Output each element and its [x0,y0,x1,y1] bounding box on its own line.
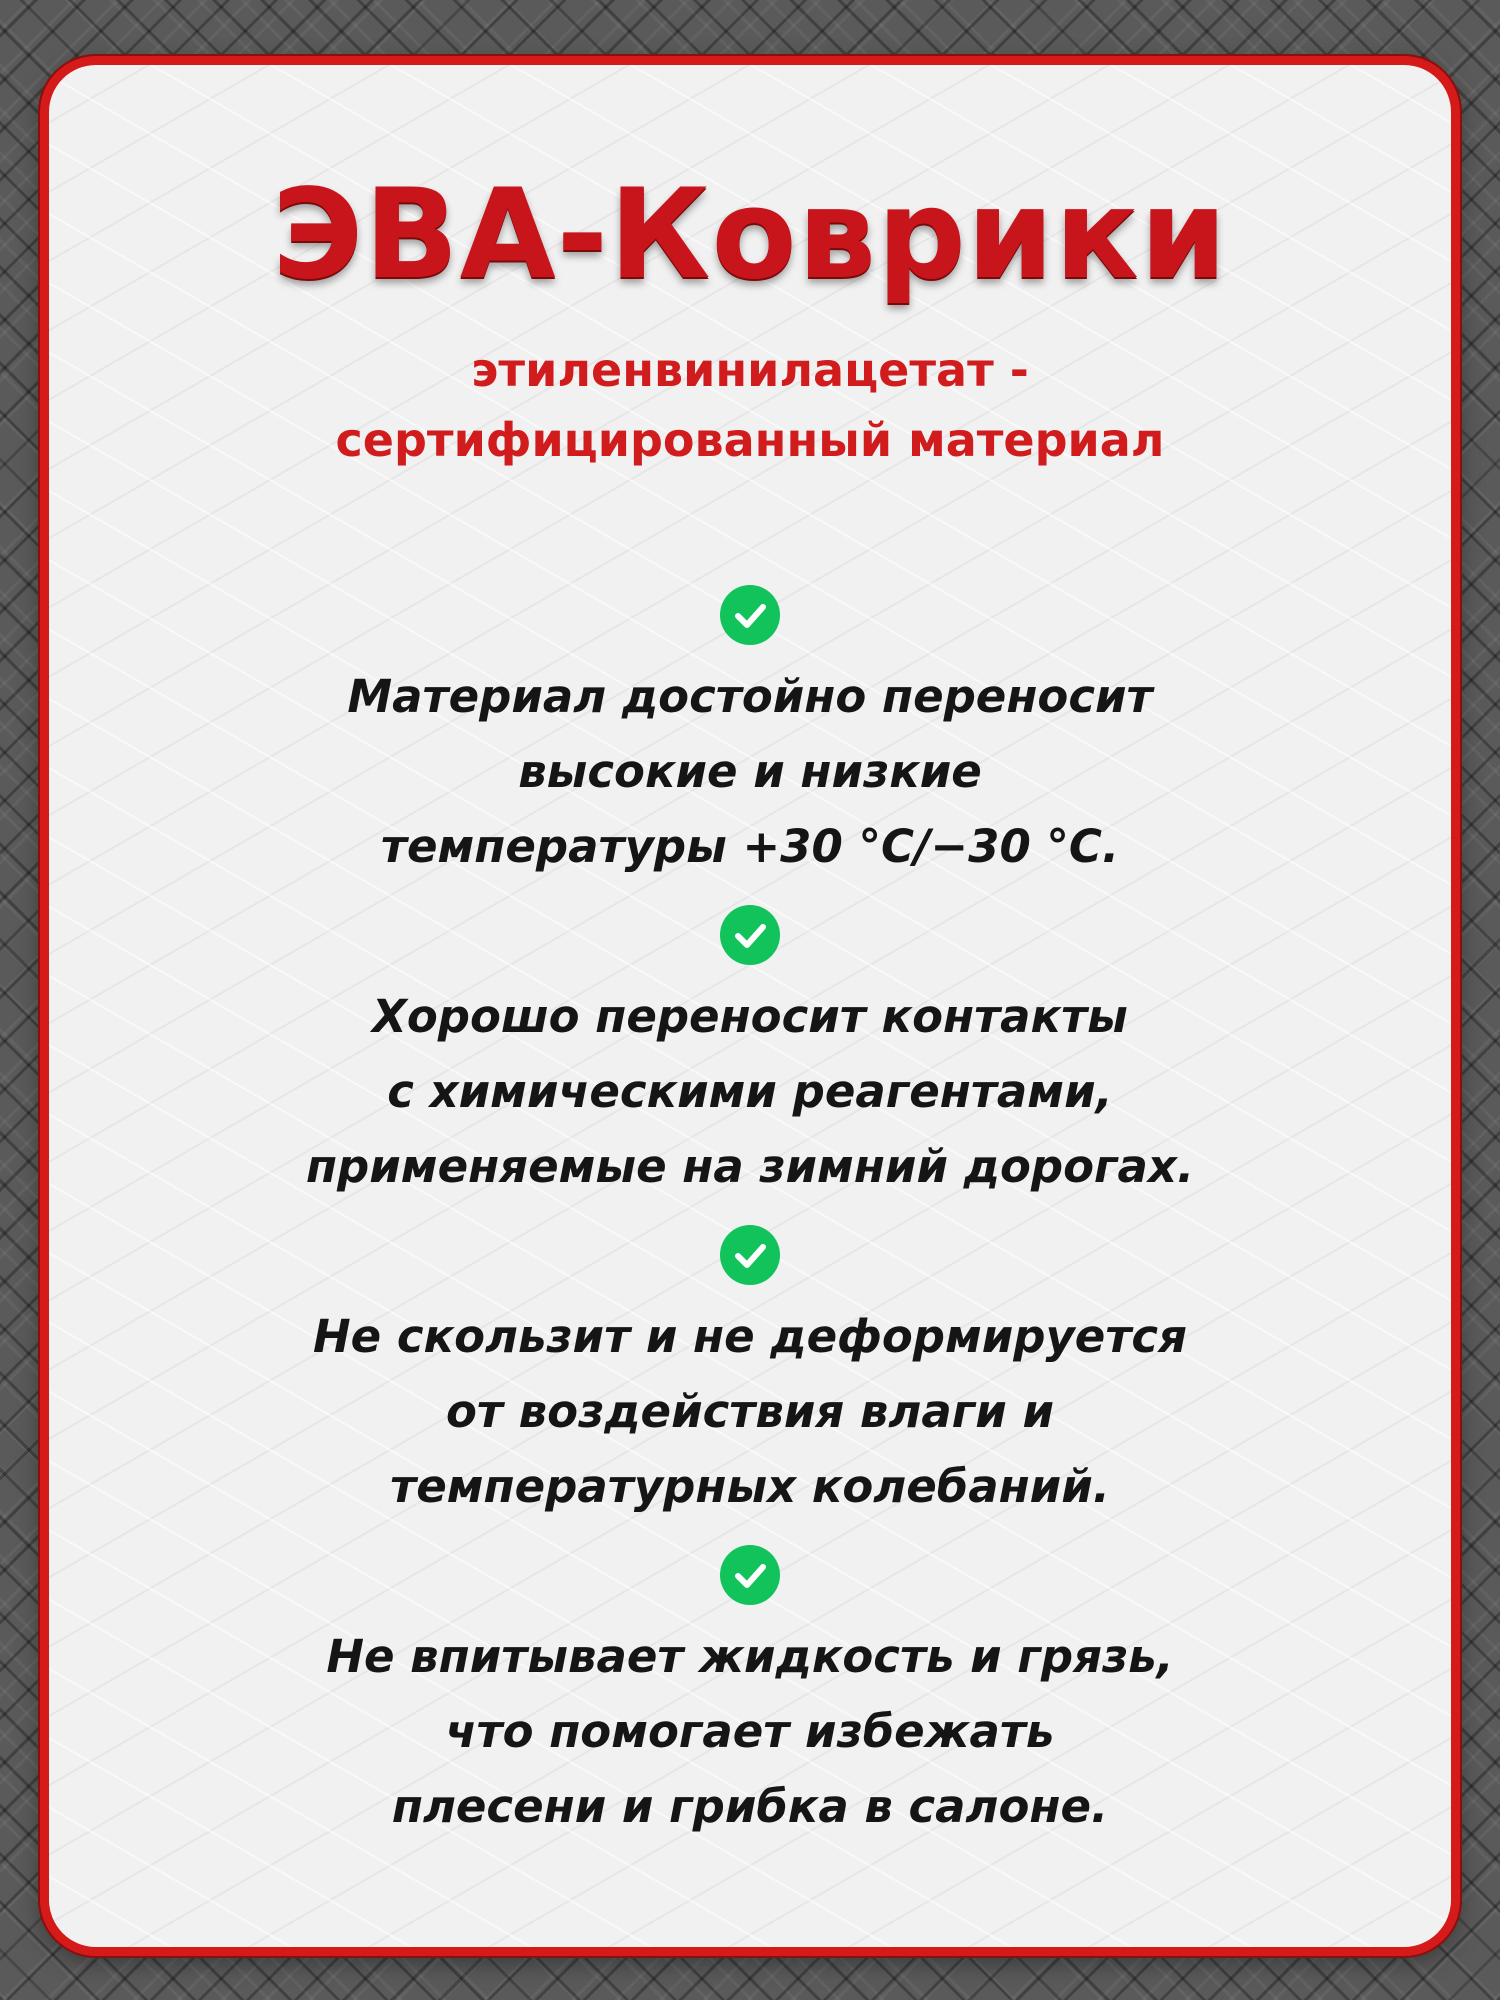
feature-item-dirt [49,1545,1451,1844]
feature-line: Не скользит и не деформируется [313,1310,1187,1363]
feature-line: Не впитывает жидкость и грязь, [326,1630,1174,1683]
subtitle-line-2: сертифицированный материал [335,413,1165,467]
feature-line: Материал достойно переносит [347,670,1153,723]
feature-line: Хорошо переносит контакты [372,990,1128,1043]
info-card [40,56,1460,1956]
feature-line: от воздействия влаги и [446,1385,1054,1438]
feature-item-chemicals [49,905,1451,1204]
feature-line: температурных колебаний. [390,1460,1110,1513]
check-circle-icon [720,905,780,965]
subtitle-line-1: этиленвинилацетат - [471,343,1029,397]
feature-line: плесени и грибка в салоне. [391,1780,1109,1833]
feature-text [49,1299,1451,1524]
feature-text [49,979,1451,1204]
feature-item-temperature [49,585,1451,884]
feature-line: с химическими реагентами, [387,1065,1113,1118]
page-title: ЭВА-Коврики [272,163,1228,307]
feature-text [49,1619,1451,1844]
check-circle-icon [720,1225,780,1285]
subtitle [49,335,1451,475]
feature-line: высокие и низкие [518,745,982,798]
feature-line: применяемые на зимний дорогах. [305,1140,1195,1193]
feature-line: температуры +30 °C/−30 °C. [380,820,1120,873]
feature-text [49,659,1451,884]
check-circle-icon [720,1545,780,1605]
check-circle-icon [720,585,780,645]
feature-item-moisture [49,1225,1451,1524]
feature-line: что помогает избежать [445,1705,1055,1758]
